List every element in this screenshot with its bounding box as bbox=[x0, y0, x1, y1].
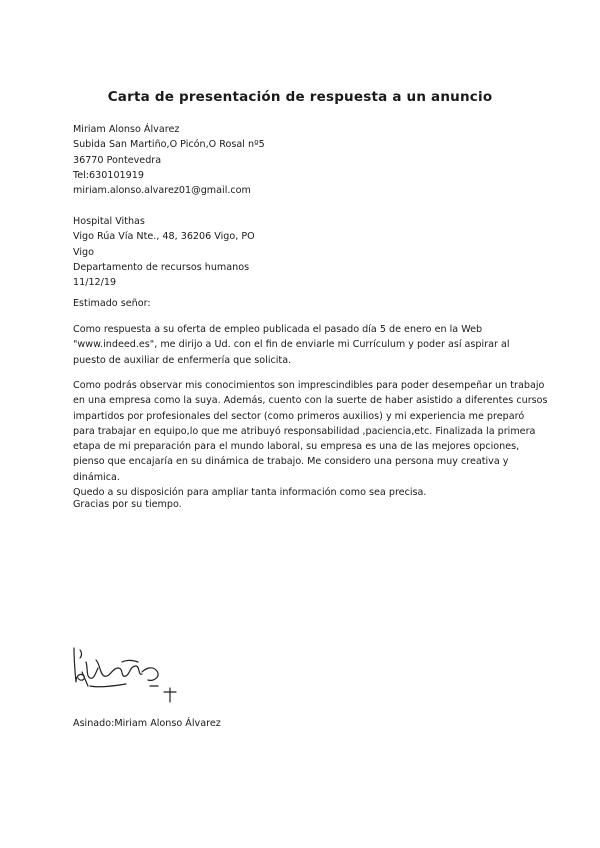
paragraph-2-line: dinámica. bbox=[73, 471, 120, 483]
paragraph-2-line: Quedo a su disposición para ampliar tanta información como sea precisa. bbox=[73, 487, 427, 499]
sender-street: Subida San Martiño,O Picón,O Rosal nº5 bbox=[73, 139, 265, 151]
sender-address bbox=[73, 122, 543, 198]
sender-email: miriam.alonso.alvarez01@gmail.com bbox=[73, 185, 251, 197]
recipient-city: Vigo bbox=[73, 246, 94, 258]
paragraph-2-line: Como podrás observar mis conocimientos son imprescindibles para poder desempeñar un trabajo bbox=[73, 380, 545, 391]
paragraph-2-line: pienso que encajaría en su dinámica de trabajo. Me considero una persona muy creativa y bbox=[73, 456, 509, 468]
paragraph-2-line: etapa de mi preparación para el mundo laboral, su empresa es una de las mejores opciones, bbox=[73, 441, 520, 453]
recipient-name: Hospital Vithas bbox=[73, 216, 145, 227]
paragraph-1-line: puesto de auxiliar de enfermería que solicita. bbox=[73, 354, 292, 366]
paragraph-2-line: para trabajar en equipo,lo que me atribuyó responsabilidad ,paciencia,etc. Finalizada la primera bbox=[73, 425, 536, 437]
paragraph-2-line: impartidos por profesionales del sector (como primeros auxilios) y mi experiencia me preparó bbox=[73, 410, 525, 422]
sender-name: Miriam Alonso Álvarez bbox=[73, 124, 180, 135]
paragraph-1-line: "www.indeed.es", me dirijo a Ud. con el fin de enviarle mi Currículum y poder así aspirar al bbox=[73, 339, 510, 351]
paragraph-2-line: en una empresa como la suya. Además, cuento con la suerte de haber asistido a diferentes cursos bbox=[73, 395, 548, 407]
signature-name: Asinado:Miriam Alonso Álvarez bbox=[73, 718, 221, 729]
closing bbox=[73, 497, 543, 512]
letter-date: 11/12/19 bbox=[73, 277, 117, 289]
greeting bbox=[73, 296, 543, 311]
recipient-department: Departamento de recursos humanos bbox=[73, 261, 250, 273]
paragraph-1 bbox=[73, 322, 543, 368]
signature-line bbox=[73, 716, 543, 731]
paragraph-2 bbox=[73, 378, 548, 500]
letter-title: Carta de presentación de respuesta a un anuncio bbox=[107, 89, 493, 105]
recipient-address bbox=[73, 214, 543, 290]
handwritten-signature bbox=[66, 642, 186, 704]
greeting-text: Estimado señor: bbox=[73, 298, 151, 309]
recipient-street: Vigo Rúa Vía Nte., 48, 36206 Vigo, PO bbox=[73, 231, 255, 243]
sender-city: 36770 Pontevedra bbox=[73, 154, 162, 166]
sender-phone: Tel:630101919 bbox=[73, 169, 144, 181]
paragraph-1-line: Como respuesta a su oferta de empleo publicada el pasado día 5 de enero en la Web bbox=[73, 324, 483, 335]
closing-text: Gracias por su tiempo. bbox=[73, 499, 182, 510]
